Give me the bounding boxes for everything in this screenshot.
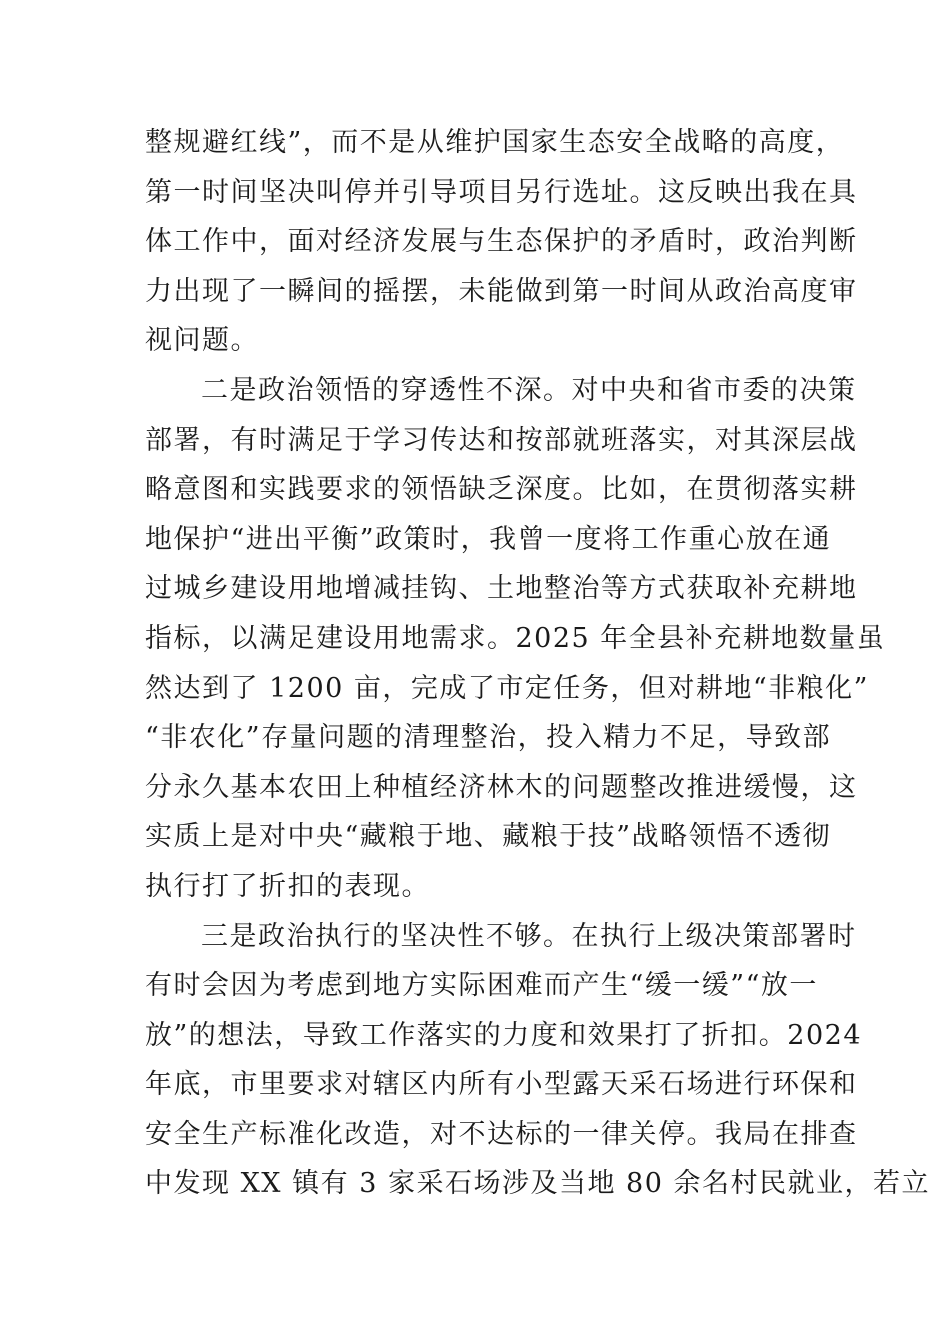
text-line: 体工作中，面对经济发展与生态保护的矛盾时，政治判断 bbox=[145, 226, 858, 258]
text-line: 过城乡建设用地增减挂钩、土地整治等方式获取补充耕地 bbox=[145, 573, 858, 605]
text-line: 略意图和实践要求的领悟缺乏深度。比如，在贯彻落实耕 bbox=[145, 474, 858, 506]
text-line: 实质上是对中央“藏粮于地、藏粮于技”战略领悟不透彻 bbox=[145, 821, 832, 853]
text-line: 然达到了 1200 亩，完成了市定任务，但对耕地“非粮化” bbox=[145, 672, 869, 704]
body-text bbox=[145, 118, 930, 1209]
text-line: 地保护“进出平衡”政策时，我曾一度将工作重心放在通 bbox=[145, 523, 832, 555]
text-line: 视问题。 bbox=[145, 325, 259, 357]
text-line: 有时会因为考虑到地方实际困难而产生“缓一缓”“放一 bbox=[145, 970, 818, 1002]
text-line: 第一时间坚决叫停并引导项目另行选址。这反映出我在具 bbox=[145, 176, 858, 208]
text-line: 放”的想法，导致工作落实的力度和效果打了折扣。2024 bbox=[145, 1019, 863, 1051]
text-line: 指标，以满足建设用地需求。2025 年全县补充耕地数量虽 bbox=[145, 622, 886, 654]
text-line: 整规避红线”，而不是从维护国家生态安全战略的高度， bbox=[145, 127, 845, 158]
text-line: 年底，市里要求对辖区内所有小型露天采石场进行环保和 bbox=[145, 1069, 858, 1101]
text-line: 分永久基本农田上种植经济林木的问题整改推进缓慢，这 bbox=[145, 771, 858, 803]
paragraph-start-line: 二是政治领悟的穿透性不深。对中央和省市委的决策 bbox=[201, 374, 857, 406]
paragraph-start-line: 三是政治执行的坚决性不够。在执行上级决策部署时 bbox=[201, 920, 857, 952]
text-line: 中发现 XX 镇有 3 家采石场涉及当地 80 余名村民就业，若立 bbox=[145, 1168, 930, 1200]
text-line: “非农化”存量问题的清理整治，投入精力不足，导致部 bbox=[145, 722, 832, 754]
text-line: 部署，有时满足于学习传达和按部就班落实，对其深层战 bbox=[145, 424, 858, 456]
text-line: 执行打了折扣的表现。 bbox=[145, 870, 430, 902]
text-line: 安全生产标准化改造，对不达标的一律关停。我局在排查 bbox=[145, 1118, 858, 1150]
text-line: 力出现了一瞬间的摇摆，未能做到第一时间从政治高度审 bbox=[145, 275, 858, 307]
